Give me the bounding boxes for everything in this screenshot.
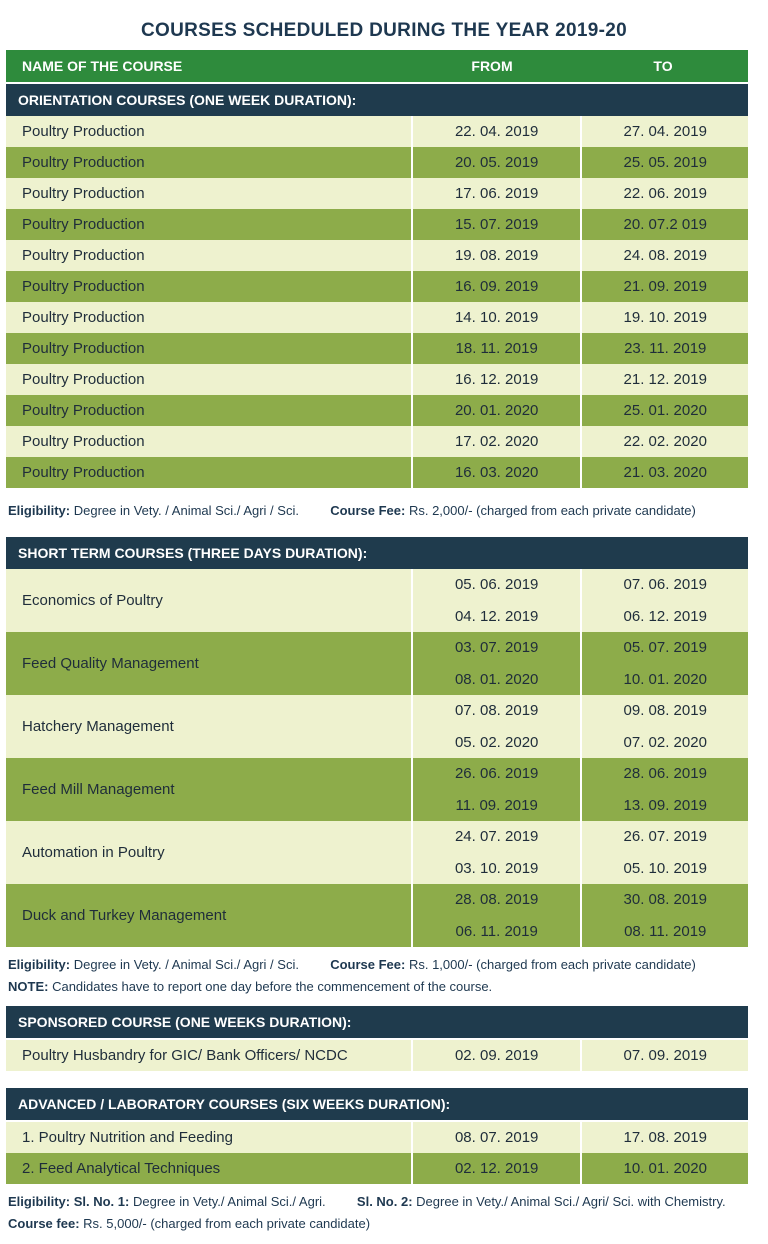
from-dates	[411, 695, 581, 758]
date-from: 16. 03. 2020	[411, 457, 581, 488]
course-name: Poultry Production	[22, 433, 145, 450]
date-to: 07. 09. 2019	[580, 1040, 748, 1071]
course-name: Poultry Production	[22, 464, 145, 481]
from-dates	[411, 821, 581, 884]
course-name: 1. Poultry Nutrition and Feeding	[22, 1129, 233, 1146]
eligibility-text-2: Degree in Vety./ Animal Sci./ Agri/ Sci. with Chemistry.	[416, 1194, 726, 1209]
note-label: NOTE:	[8, 979, 49, 994]
date-to: 05. 10. 2019	[623, 859, 707, 877]
course-name: Poultry Production	[22, 371, 145, 388]
course-name: Poultry Production	[22, 247, 145, 264]
course-group	[6, 632, 748, 695]
date-from: 11. 09. 2019	[455, 796, 538, 814]
advanced-heading: ADVANCED / LABORATORY COURSES (SIX WEEKS DURATION):	[6, 1088, 748, 1120]
date-from: 04. 12. 2019	[454, 607, 539, 625]
table-row	[6, 1040, 748, 1071]
sponsored-rows	[6, 1040, 748, 1071]
date-from: 28. 08. 2019	[454, 891, 539, 909]
date-to: 25. 05. 2019	[580, 147, 748, 178]
course-name: Poultry Production	[22, 123, 145, 140]
date-to: 23. 11. 2019	[580, 333, 748, 364]
eligibility-label: Eligibility:	[8, 503, 71, 518]
date-from: 14. 10. 2019	[411, 302, 581, 333]
eligibility-label: Eligibility:	[8, 957, 71, 972]
date-from: 16. 12. 2019	[411, 364, 581, 395]
to-dates	[580, 695, 748, 758]
date-from: 03. 07. 2019	[454, 639, 539, 657]
eligibility-label: Eligibility: Sl. No. 1:	[8, 1194, 130, 1209]
course-name: Poultry Husbandry for GIC/ Bank Officers/ NCDC	[22, 1047, 348, 1064]
course-name: Poultry Production	[22, 216, 145, 233]
date-from: 20. 01. 2020	[411, 395, 581, 426]
table-row	[6, 271, 748, 302]
table-row	[6, 395, 748, 426]
date-to: 24. 08. 2019	[580, 240, 748, 271]
orientation-rows	[6, 116, 748, 488]
table-row	[6, 178, 748, 209]
table-row	[6, 116, 748, 147]
from-dates	[411, 884, 581, 947]
course-group	[6, 821, 748, 884]
date-to: 05. 07. 2019	[623, 639, 707, 657]
date-from: 26. 06. 2019	[454, 765, 539, 783]
fee-text: Rs. 2,000/- (charged from each private candidate)	[408, 503, 696, 518]
course-name: Poultry Production	[22, 278, 145, 295]
date-to: 25. 01. 2020	[580, 395, 748, 426]
fee-label: Course Fee:	[330, 957, 406, 972]
course-name: Poultry Production	[22, 185, 145, 202]
table-row	[6, 147, 748, 178]
date-from: 08. 01. 2020	[454, 670, 539, 688]
date-to: 28. 06. 2019	[623, 765, 707, 783]
date-to: 13. 09. 2019	[623, 796, 707, 814]
date-to: 09. 08. 2019	[623, 702, 707, 720]
fee-text: Rs. 5,000/- (charged from each private candidate)	[83, 1216, 371, 1231]
course-name: Feed Quality Management	[22, 655, 199, 672]
date-from: 20. 05. 2019	[411, 147, 581, 178]
from-dates	[411, 569, 581, 632]
date-to: 27. 04. 2019	[580, 116, 748, 147]
course-group	[6, 695, 748, 758]
date-from: 03. 10. 2019	[454, 859, 539, 877]
course-name: Economics of Poultry	[22, 592, 163, 609]
date-to: 17. 08. 2019	[580, 1122, 748, 1153]
sponsored-section	[6, 1006, 748, 1071]
course-group	[6, 758, 748, 821]
eligibility-text-1: Degree in Vety./ Animal Sci./ Agri.	[132, 1194, 326, 1209]
sponsored-heading: SPONSORED COURSE (ONE WEEKS DURATION):	[6, 1006, 748, 1038]
advanced-rows	[6, 1122, 748, 1184]
orientation-section	[6, 50, 748, 488]
eligibility-text: Degree in Vety. / Animal Sci./ Agri / Sci.	[73, 503, 299, 518]
date-from: 24. 07. 2019	[454, 828, 539, 846]
date-to: 19. 10. 2019	[580, 302, 748, 333]
to-dates	[580, 758, 748, 821]
date-to: 21. 03. 2020	[580, 457, 748, 488]
course-name: Poultry Production	[22, 402, 145, 419]
to-dates	[580, 821, 748, 884]
header-to: TO	[653, 58, 673, 74]
date-to: 22. 02. 2020	[580, 426, 748, 457]
date-from: 05. 02. 2020	[454, 733, 539, 751]
short-term-groups	[6, 569, 748, 947]
course-name: Feed Mill Management	[22, 781, 175, 798]
table-row	[6, 1122, 748, 1153]
course-group	[6, 884, 748, 947]
from-dates	[411, 758, 581, 821]
date-to: 10. 01. 2020	[580, 1153, 748, 1184]
date-from: 06. 11. 2019	[455, 922, 538, 940]
course-name: Hatchery Management	[22, 718, 174, 735]
fee-label: Course Fee:	[330, 503, 406, 518]
course-group	[6, 569, 748, 632]
date-from: 15. 07. 2019	[411, 209, 581, 240]
sl2-label: Sl. No. 2:	[356, 1194, 413, 1209]
date-from: 08. 07. 2019	[411, 1122, 581, 1153]
short-term-heading: SHORT TERM COURSES (THREE DAYS DURATION):	[6, 537, 748, 569]
table-row	[6, 209, 748, 240]
to-dates	[580, 632, 748, 695]
table-row	[6, 1153, 748, 1184]
to-dates	[580, 884, 748, 947]
date-to: 26. 07. 2019	[623, 828, 707, 846]
from-dates	[411, 632, 581, 695]
header-name: NAME OF THE COURSE	[22, 58, 183, 74]
date-from: 22. 04. 2019	[411, 116, 581, 147]
date-to: 21. 12. 2019	[580, 364, 748, 395]
short-term-note	[8, 979, 492, 994]
date-from: 07. 08. 2019	[454, 702, 539, 720]
short-term-section	[6, 537, 748, 947]
date-to: 20. 07.2 019	[580, 209, 748, 240]
course-name: Poultry Production	[22, 154, 145, 171]
short-term-eligibility-note	[8, 957, 696, 972]
orientation-eligibility-note	[8, 503, 696, 518]
page-title: COURSES SCHEDULED DURING THE YEAR 2019-20	[140, 20, 627, 41]
date-from: 02. 09. 2019	[411, 1040, 581, 1071]
course-name: Poultry Production	[22, 309, 145, 326]
date-to: 22. 06. 2019	[580, 178, 748, 209]
eligibility-text: Degree in Vety. / Animal Sci./ Agri / Sci.	[73, 957, 299, 972]
course-name: 2. Feed Analytical Techniques	[22, 1160, 221, 1177]
date-to: 30. 08. 2019	[623, 891, 707, 909]
table-row	[6, 333, 748, 364]
course-name: Duck and Turkey Management	[22, 907, 227, 924]
course-name: Automation in Poultry	[22, 844, 165, 861]
date-from: 18. 11. 2019	[411, 333, 581, 364]
header-from: FROM	[471, 58, 513, 74]
advanced-section	[6, 1088, 748, 1184]
fee-label: Course fee:	[8, 1216, 80, 1231]
table-header	[6, 50, 748, 82]
date-from: 17. 06. 2019	[411, 178, 581, 209]
fee-text: Rs. 1,000/- (charged from each private candidate)	[408, 957, 696, 972]
date-to: 08. 11. 2019	[624, 922, 707, 940]
advanced-eligibility-note	[8, 1194, 726, 1209]
date-to: 10. 01. 2020	[623, 670, 707, 688]
date-from: 16. 09. 2019	[411, 271, 581, 302]
orientation-heading: ORIENTATION COURSES (ONE WEEK DURATION):	[6, 84, 748, 116]
table-row	[6, 240, 748, 271]
advanced-fee-note	[8, 1216, 370, 1231]
course-name: Poultry Production	[22, 340, 145, 357]
date-from: 17. 02. 2020	[411, 426, 581, 457]
date-from: 05. 06. 2019	[454, 576, 539, 594]
note-text: Candidates have to report one day before the commencement of the course.	[52, 979, 493, 994]
date-from: 19. 08. 2019	[411, 240, 581, 271]
table-row	[6, 426, 748, 457]
date-to: 07. 02. 2020	[623, 733, 707, 751]
table-row	[6, 302, 748, 333]
date-to: 07. 06. 2019	[623, 576, 707, 594]
date-to: 21. 09. 2019	[580, 271, 748, 302]
to-dates	[580, 569, 748, 632]
date-to: 06. 12. 2019	[623, 607, 707, 625]
date-from: 02. 12. 2019	[411, 1153, 581, 1184]
table-row	[6, 457, 748, 488]
table-row	[6, 364, 748, 395]
